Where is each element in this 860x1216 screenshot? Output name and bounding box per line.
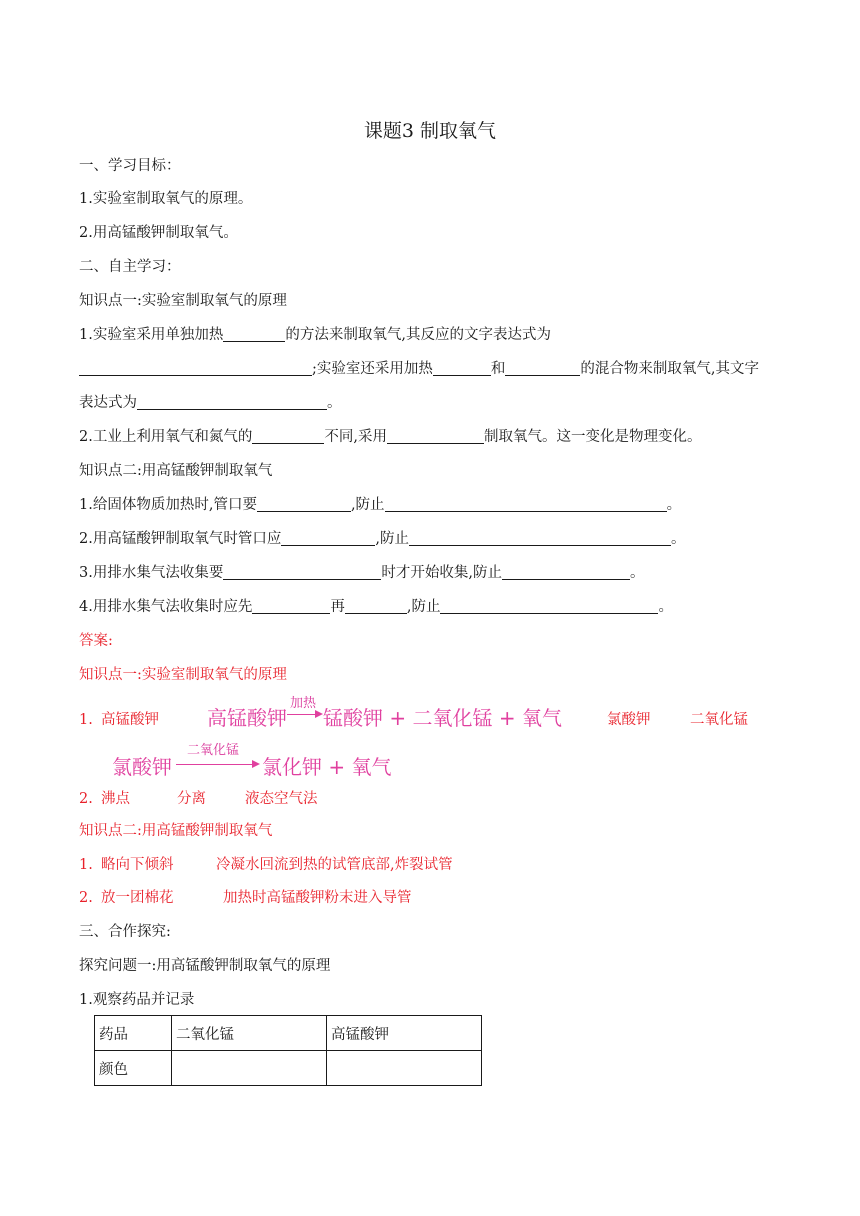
explore-question-1: 探究问题一:用高锰酸钾制取氧气的原理	[79, 958, 331, 974]
answers-kp1-heading: 知识点一:实验室制取氧气的原理	[79, 667, 287, 683]
answer-blank[interactable]	[505, 359, 580, 376]
equation-1-condition: 加热	[290, 696, 317, 711]
answer-2-blank-1: 沸点	[101, 791, 130, 807]
section-heading-self-study: 二、自主学习：	[79, 259, 181, 275]
observe-instruction: 1.观察药品并记录	[79, 992, 195, 1008]
answer-1-blank-2: 氯酸钾	[607, 712, 651, 728]
goal-2: 2.用高锰酸钾制取氧气。	[79, 225, 238, 241]
answer-blank[interactable]	[223, 563, 381, 580]
table-header-cell: 药品	[95, 1016, 172, 1051]
answer-kp2-2-number: 2.	[79, 890, 93, 906]
answer-blank[interactable]	[252, 597, 330, 614]
question-text: 。	[670, 531, 686, 547]
question-text: 1.给固体物质加热时,管口要	[79, 497, 257, 513]
answer-kp2-2-blank-1: 放一团棉花	[101, 890, 174, 906]
equation-2-left: 氯酸钾	[112, 755, 172, 779]
answer-blank[interactable]	[440, 597, 658, 614]
answer-blank[interactable]	[409, 529, 671, 546]
question-text: ,防止	[350, 497, 385, 513]
table-row	[95, 1051, 482, 1086]
question-text: 。	[327, 395, 342, 411]
equation-1-arrow	[287, 714, 321, 715]
table-row	[95, 1016, 482, 1051]
answer-1-number: 1.	[79, 712, 93, 728]
question-1-line-1	[79, 325, 551, 345]
equation-2-arrow	[176, 764, 258, 765]
answer-1-blank-3: 二氧化锰	[690, 712, 748, 728]
equation-2-condition: 二氧化锰	[187, 743, 240, 758]
table-cell: 颜色	[95, 1051, 172, 1086]
question-text: 再	[330, 599, 345, 615]
question-text: 2.用高锰酸钾制取氧气时管口应	[79, 531, 282, 547]
question-text: 的方法来制取氧气,其反应的文字表达式为	[285, 327, 551, 343]
answers-kp2-heading: 知识点二:用高锰酸钾制取氧气	[79, 823, 273, 839]
section-heading-cooperation: 三、合作探究:	[79, 924, 171, 940]
answers-label: 答案:	[79, 633, 113, 649]
question-text: 的混合物来制取氧气,其文字	[580, 361, 759, 377]
answer-blank[interactable]	[502, 563, 630, 580]
question-text: 。	[629, 565, 645, 581]
equation-2-right: 氯化钾 + 氧气	[262, 755, 392, 779]
answer-2-blank-2: 分离	[177, 791, 206, 807]
page-title: 课题3 制取氧气	[363, 120, 497, 142]
answer-blank[interactable]	[385, 495, 667, 512]
answer-2-number: 2.	[79, 791, 93, 807]
table-header-cell: 二氧化锰	[172, 1016, 327, 1051]
answer-blank[interactable]	[345, 597, 407, 614]
question-text: ;实验室还采用加热	[312, 361, 433, 377]
answer-blank[interactable]	[137, 393, 327, 410]
answer-blank[interactable]	[252, 427, 324, 444]
question-text: 和	[490, 361, 506, 377]
question-text: 不同,采用	[324, 429, 387, 445]
answer-blank[interactable]	[281, 529, 375, 546]
answer-blank[interactable]	[387, 427, 484, 444]
answer-kp2-2-blank-2: 加热时高锰酸钾粉末进入导管	[223, 890, 412, 906]
answer-blank[interactable]	[257, 495, 351, 512]
question-4	[79, 529, 685, 549]
question-text: ,防止	[375, 531, 409, 547]
answer-kp2-1-number: 1.	[79, 857, 93, 873]
section-heading-goals: 一、学习目标：	[79, 158, 181, 174]
question-text: 1.实验室采用单独加热	[79, 327, 224, 343]
table-cell[interactable]	[327, 1051, 482, 1086]
equation-1-left: 高锰酸钾	[207, 706, 287, 730]
answer-blank[interactable]	[223, 325, 285, 342]
answer-1-blank-1: 高锰酸钾	[101, 712, 159, 728]
knowledge-point-1-heading: 知识点一:实验室制取氧气的原理	[79, 293, 287, 309]
table-cell[interactable]	[172, 1051, 327, 1086]
equation-1-right: 锰酸钾 + 二氧化锰 + 氧气	[323, 706, 562, 730]
question-2	[79, 427, 701, 447]
question-text: 2.工业上利用氧气和氮气的	[79, 429, 253, 445]
question-text: 。	[666, 497, 682, 513]
question-1-line-3	[79, 393, 342, 413]
answer-blank[interactable]	[79, 359, 312, 376]
table-header-cell: 高锰酸钾	[327, 1016, 482, 1051]
question-3	[79, 495, 681, 515]
knowledge-point-2-heading: 知识点二:用高锰酸钾制取氧气	[79, 463, 273, 479]
observation-table	[94, 1015, 482, 1086]
question-text: 。	[658, 599, 673, 615]
question-text: ,防止	[406, 599, 441, 615]
question-text: 4.用排水集气法收集时应先	[79, 599, 253, 615]
answer-kp2-1-blank-2: 冷凝水回流到热的试管底部,炸裂试管	[216, 857, 453, 873]
question-5	[79, 563, 644, 583]
question-6	[79, 597, 673, 617]
question-text: 时才开始收集,防止	[381, 565, 502, 581]
goal-1: 1.实验室制取氧气的原理。	[79, 191, 253, 207]
question-text: 表达式为	[79, 395, 137, 411]
question-1-line-2	[79, 359, 759, 379]
question-text: 制取氧气。这一变化是物理变化。	[483, 429, 702, 445]
answer-blank[interactable]	[433, 359, 491, 376]
answer-2-blank-3: 液态空气法	[245, 791, 318, 807]
answer-kp2-1-blank-1: 略向下倾斜	[101, 857, 174, 873]
question-text: 3.用排水集气法收集要	[79, 565, 224, 581]
